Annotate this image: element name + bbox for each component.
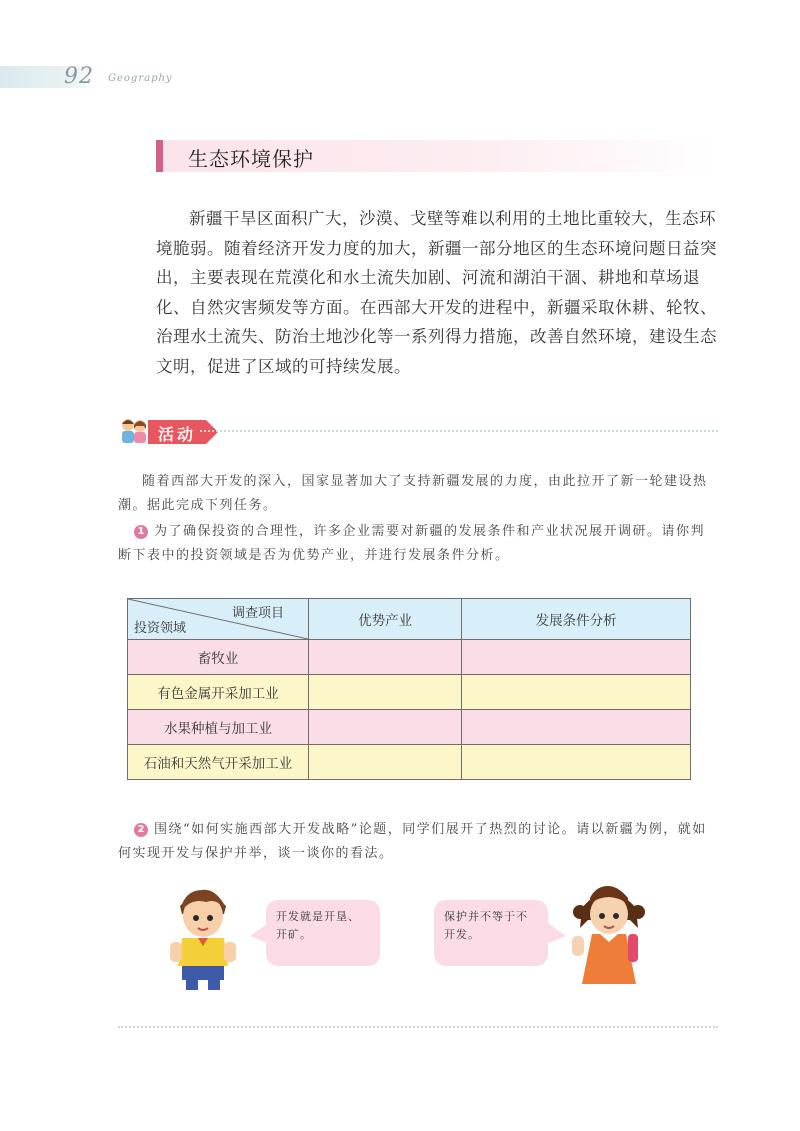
column-header-advantage: 优势产业	[309, 599, 462, 640]
row-label: 畜牧业	[128, 640, 309, 675]
activity-label: 活动	[158, 425, 197, 444]
speech-bubble-tail-right	[546, 922, 566, 946]
table-row	[128, 710, 691, 745]
column-header-analysis: 发展条件分析	[462, 599, 691, 640]
row-label: 有色金属开采加工业	[128, 675, 309, 710]
body-paragraph: 新疆干旱区面积广大，沙漠、戈壁等难以利用的土地比重较大，生态环境脆弱。随着经济开发力度的加大，新疆一部分地区的生态环境问题日益突出，主要表现在荒漠化和水土流失加剧、河流和湖泊干涸、耕地和草场退化、自然灾害频发等方面。在西部大开发的进程中，新疆采取休耕、轮牧、治理水土流失、防治土地沙化等一系列得力措施，改善自然环境，建设生态文明，促进了区域的可持续发展。	[156, 209, 717, 376]
boy-speech-text: 开发就是开垦、开矿。	[276, 910, 360, 941]
corner-top-label: 调查项目	[231, 606, 284, 621]
girl-speech-bubble	[434, 900, 548, 966]
task-1	[118, 520, 718, 568]
table-row	[128, 675, 691, 710]
answer-cell[interactable]	[462, 710, 691, 745]
task-1-number: 1	[134, 525, 148, 539]
row-label: 水果种植与加工业	[128, 710, 309, 745]
investment-table	[127, 598, 691, 780]
answer-cell[interactable]	[309, 710, 462, 745]
activity-divider	[200, 430, 718, 432]
boy-character-icon	[162, 880, 244, 992]
discussion-illustration	[150, 870, 650, 1000]
activity-intro: 随着西部大开发的深入，国家显著加大了支持新疆发展的力度，由此拉开了新一轮建设热潮。据此完成下列任务。	[118, 474, 708, 513]
section-title: 生态环境保护	[188, 147, 314, 171]
kids-icon	[118, 416, 150, 446]
answer-cell[interactable]	[462, 675, 691, 710]
corner-bottom-label: 投资领域	[134, 621, 187, 636]
answer-cell[interactable]	[462, 745, 691, 780]
section-accent-bar	[156, 140, 163, 172]
answer-cell[interactable]	[462, 640, 691, 675]
girl-speech-text: 保护并不等于不开发。	[444, 910, 528, 941]
table-corner-cell	[128, 599, 309, 640]
activity-header	[118, 416, 718, 448]
bottom-divider	[118, 1026, 718, 1028]
table-row	[128, 745, 691, 780]
task-2-text: 围绕“如何实施西部大开发战略”论题，同学们展开了热烈的讨论。请以新疆为例，就如何实现开发与保护并举，谈一谈你的看法。	[118, 822, 707, 861]
task-1-text: 为了确保投资的合理性，许多企业需要对新疆的发展条件和产业状况展开调研。请你判断下表中的投资领域是否为优势产业，并进行发展条件分析。	[118, 524, 706, 563]
table-header-row	[128, 599, 691, 640]
running-head: Geography	[108, 73, 173, 84]
row-label: 石油和天然气开采加工业	[128, 745, 309, 780]
girl-character-icon	[568, 876, 650, 992]
answer-cell[interactable]	[309, 675, 462, 710]
boy-speech-bubble	[266, 900, 380, 966]
task-2-number: 2	[134, 823, 148, 837]
page-number: 92	[64, 64, 94, 89]
answer-cell[interactable]	[309, 640, 462, 675]
task-2	[118, 818, 718, 866]
answer-cell[interactable]	[309, 745, 462, 780]
table-row	[128, 640, 691, 675]
